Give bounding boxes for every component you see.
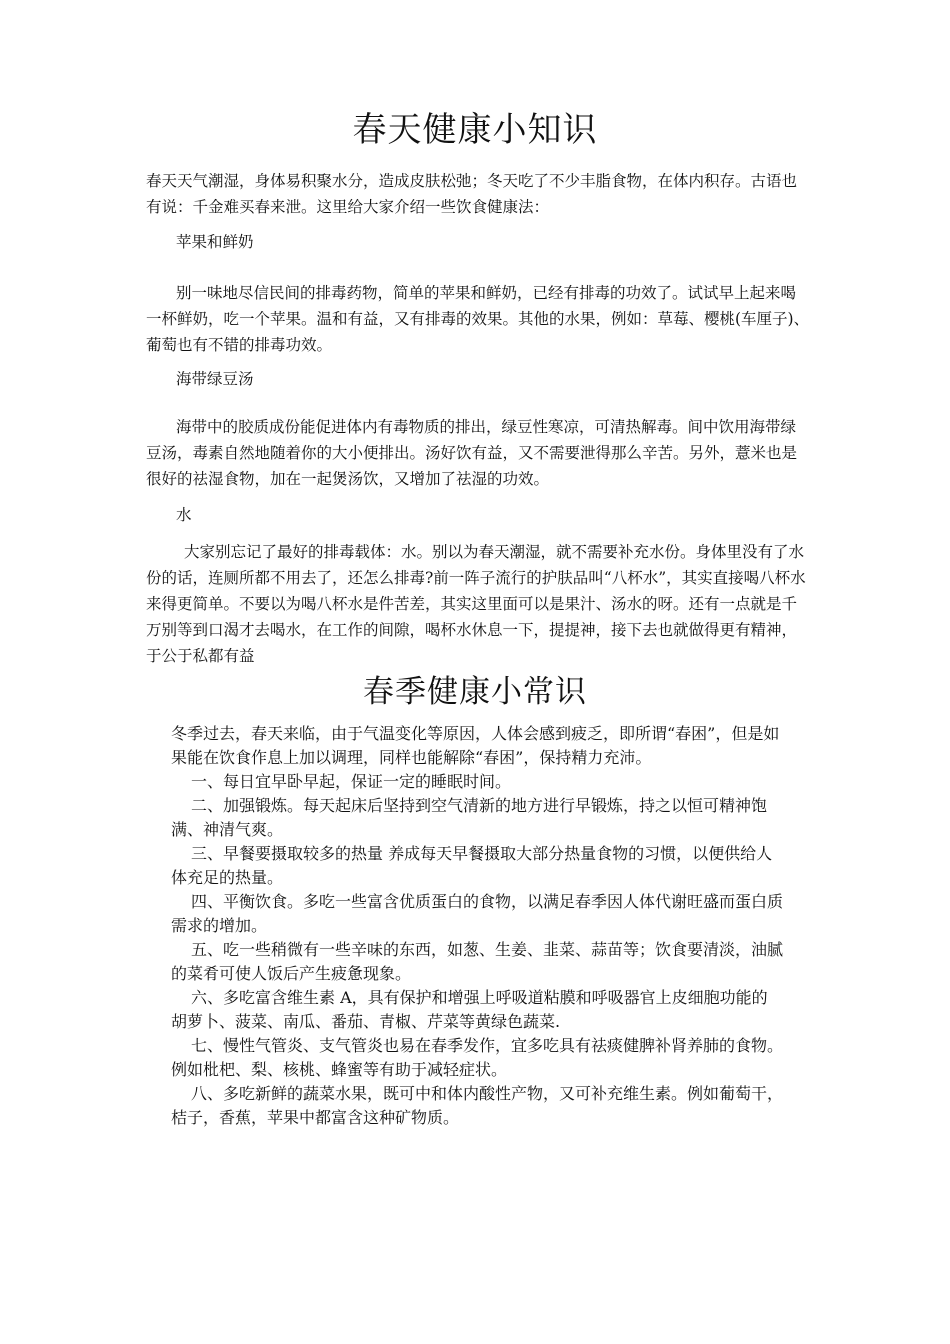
tip-item: 二、加强锻炼。每天起床后坚持到空气清新的地方进行早锻炼，持之以恒可精神饱满、神清气爽。: [171, 796, 768, 839]
tip-item: 五、吃一些稍微有一些辛味的东西，如葱、生姜、韭菜、蒜苗等；饮食要清淡，油腻的菜肴可使人饭后产生疲惫现象。: [171, 940, 784, 983]
tip-item: 六、多吃富含维生素 A，具有保护和增强上呼吸道粘膜和呼吸器官上皮细胞功能的胡萝卜、菠菜、南瓜、番茄、青椒、芹菜等黄绿色蔬菜.: [171, 988, 768, 1031]
section-body: 别一味地尽信民间的排毒药物，简单的苹果和鲜奶，已经有排毒的功效了。试试早上起来喝一杯鲜奶，吃一个苹果。温和有益，又有排毒的效果。其他的水果，例如：草莓、樱桃(车厘子)、葡萄也有不错的排毒功效。: [146, 284, 810, 354]
section-body-seaweed-soup: [146, 414, 810, 492]
intro-text: 春天天气潮湿，身体易积聚水分，造成皮肤松弛；冬天吃了不少丰脂食物，在体内积存。古语也有说：千金难买春来泄。这里给大家介绍一些饮食健康法：: [146, 172, 798, 216]
section-body-water: [146, 539, 810, 669]
tip-item: 三、早餐要摄取较多的热量 养成每天早餐摄取大部分热量食物的习惯，以便供给人体充足的热量。: [171, 844, 773, 887]
tip-item: 四、平衡饮食。多吃一些富含优质蛋白的食物，以满足春季因人体代谢旺盛而蛋白质需求的增加。: [171, 892, 784, 935]
section-heading-apple-milk: [146, 229, 810, 255]
tip-item: 一、每日宜早卧早起，保证一定的睡眠时间。: [191, 772, 512, 791]
tip-item: 七、慢性气管炎、支气管炎也易在春季发作，宜多吃具有祛痰健脾补肾养肺的食物。例如枇杷、梨、核桃、蜂蜜等有助于减轻症状。: [171, 1036, 784, 1079]
section-heading-water: [146, 502, 810, 528]
tip-item: 八、多吃新鲜的蔬菜水果，既可中和体内酸性产物，又可补充维生素。例如葡萄干，桔子，香蕉，苹果中都富含这种矿物质。: [171, 1084, 784, 1127]
page-title: 春天健康小知识: [352, 110, 598, 150]
section-body: 海带中的胶质成份能促进体内有毒物质的排出，绿豆性寒凉，可清热解毒。间中饮用海带绿豆汤，毒素自然地随着你的大小便排出。汤好饮有益，又不需要泄得那么辛苦。另外，薏米也是很好的祛湿食物，加在一起煲汤饮，又增加了祛湿的功效。: [146, 418, 798, 488]
section-body: 大家别忘记了最好的排毒载体：水。别以为春天潮湿，就不需要补充水份。身体里没有了水份的话，连厕所都不用去了，还怎么排毒?前一阵子流行的护肤品叫“八杯水”，其实直接喝八杯水来得更简单。不要以为喝八杯水是件苦差，其实这里面可以是果汁、汤水的呀。还有一点就是千万别等到口渴才去喝水，在工作的间隙，喝杯水休息一下，提提神，接下去也就做得更有精神，于公于私都有益: [146, 543, 806, 665]
intro-paragraph: [146, 168, 810, 220]
spring-tips-section: [171, 722, 783, 1130]
section-heading: 水: [176, 506, 192, 524]
section-heading: 苹果和鲜奶: [176, 233, 254, 251]
section-body-apple-milk: [146, 280, 810, 358]
section-heading: 海带绿豆汤: [176, 370, 254, 388]
second-title: 春季健康小常识: [363, 674, 587, 710]
section-heading-seaweed-soup: [146, 366, 810, 392]
tips-intro: 冬季过去，春天来临，由于气温变化等原因，人体会感到疲乏，即所谓“春困”，但是如果能在饮食作息上加以调理，同样也能解除“春困”，保持精力充沛。: [171, 724, 780, 767]
